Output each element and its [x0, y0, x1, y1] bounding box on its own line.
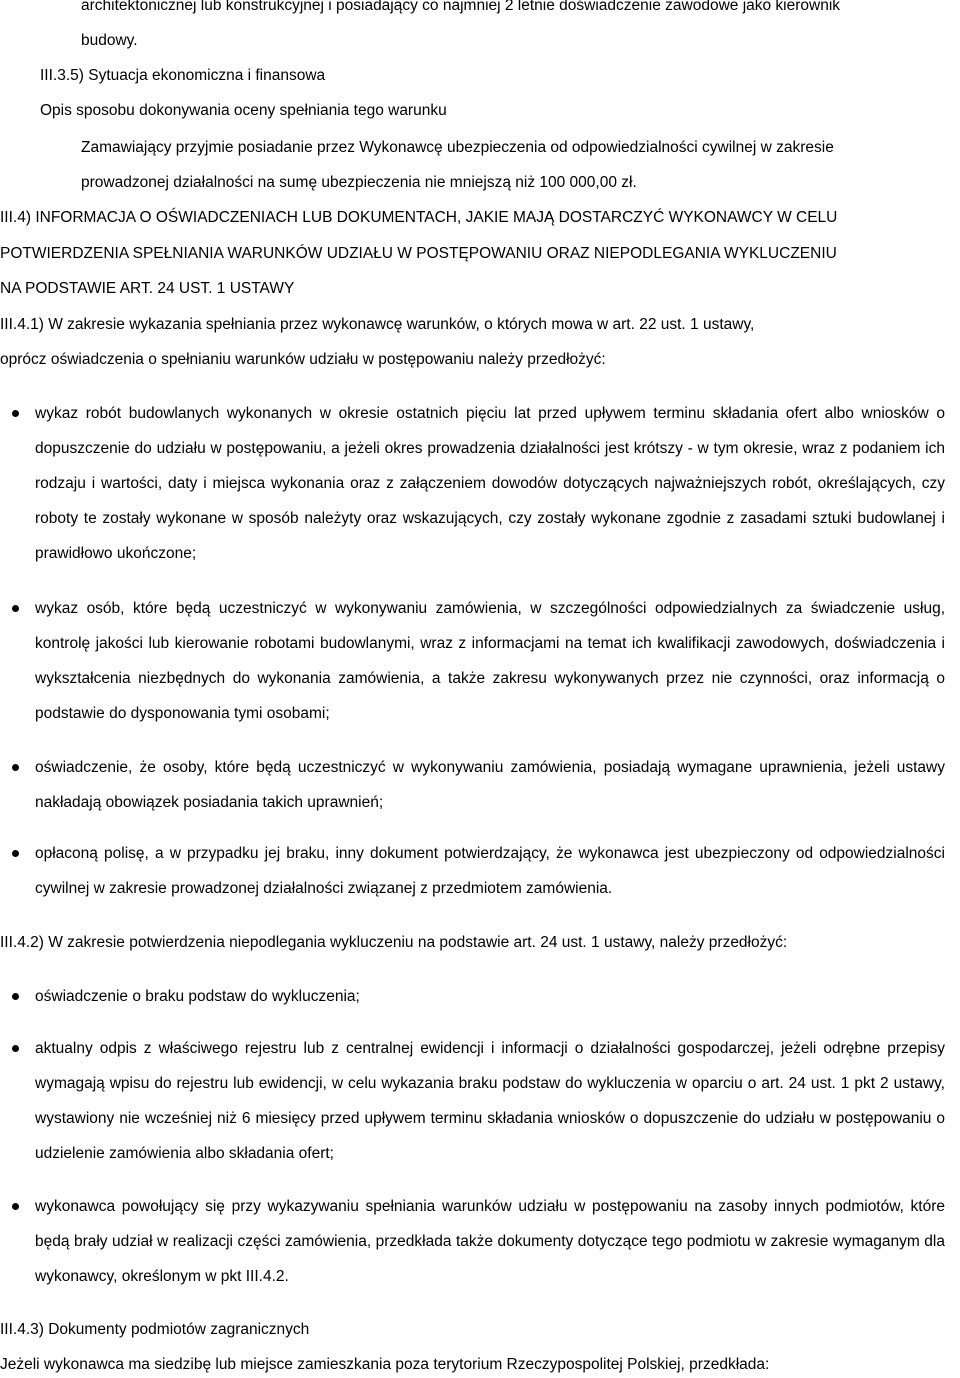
text-line: prowadzonej działalności na sumę ubezpieczenia nie mniejszą niż 100 000,00 zł.: [81, 174, 637, 191]
bullet-icon: [12, 764, 19, 771]
list-item: wykonawca powołujący się przy wykazywaniu spełniania warunków udziału w postępowaniu na zasoby innych podmiotów, które będą brały udział w realizacji części zamówienia, przedkłada także dokumenty dotyczące tego podmiotu w zakresie wymaganym dla wykonawcy, określonym w pkt III.4.2.: [35, 1198, 945, 1285]
section-heading: III.4) INFORMACJA O OŚWIADCZENIACH LUB DOKUMENTACH, JAKIE MAJĄ DOSTARCZYĆ WYKONAWCY W CELU: [0, 209, 838, 226]
bullet-icon: [12, 410, 19, 417]
bullet-icon: [12, 1203, 19, 1210]
subsection-heading: III.4.2) W zakresie potwierdzenia niepodlegania wykluczeniu na podstawie art. 24 ust. 1 ustawy, należy przedłożyć:: [0, 934, 788, 951]
section-heading: POTWIERDZENIA SPEŁNIANIA WARUNKÓW UDZIAŁU W POSTĘPOWANIU ORAZ NIEPODLEGANIA WYKLUCZENIU: [0, 245, 837, 262]
subsection-heading: III.4.3) Dokumenty podmiotów zagranicznych: [0, 1321, 310, 1338]
subsection-heading: Opis sposobu dokonywania oceny spełniania tego warunku: [40, 102, 447, 119]
list-item: oświadczenie o braku podstaw do wykluczenia;: [35, 988, 360, 1005]
bullet-icon: [12, 850, 19, 857]
section-heading: NA PODSTAWIE ART. 24 UST. 1 USTAWY: [0, 280, 295, 297]
list-item: aktualny odpis z właściwego rejestru lub z centralnej ewidencji i informacji o działalności gospodarczej, jeżeli odrębne przepisy wymagają wpisu do rejestru lub ewidencji, w celu wykazania braku podstaw do wykluczenia w oparciu o art. 24 ust. 1 pkt 2 ustawy, wystawiony nie wcześniej niż 6 miesięcy przed upływem terminu składania wniosków o dopuszczenie do udziału w postępowaniu o udzielenie zamówienia albo składania ofert;: [35, 1040, 945, 1162]
bullet-icon: [12, 1045, 19, 1052]
subsection-heading: oprócz oświadczenia o spełnianiu warunków udziału w postępowaniu należy przedłożyć:: [0, 351, 606, 368]
subsection-heading: III.4.1) W zakresie wykazania spełniania przez wykonawcę warunków, o których mowa w art. 22 ust. 1 ustawy,: [0, 316, 755, 333]
bullet-icon: [12, 605, 19, 612]
bullet-icon: [12, 993, 19, 1000]
list-item: wykaz osób, które będą uczestniczyć w wykonywaniu zamówienia, w szczególności odpowiedzialnych za świadczenie usług, kontrolę jakości lub kierowanie robotami budowlanymi, wraz z informacjami na temat ich kwalifikacji zawodowych, doświadczenia i wykształcenia niezbędnych do wykonania zamówienia, a także zakresu wykonywanych przez nie czynności, oraz informacją o podstawie do dysponowania tymi osobami;: [35, 600, 945, 722]
text-line: architektonicznej lub konstrukcyjnej i posiadający co najmniej 2 letnie doświadczenie zawodowe jako kierownik: [81, 0, 841, 14]
text-line: budowy.: [81, 32, 138, 49]
list-item: oświadczenie, że osoby, które będą uczestniczyć w wykonywaniu zamówienia, posiadają wymagane uprawnienia, jeżeli ustawy nakładają obowiązek posiadania takich uprawnień;: [35, 759, 945, 811]
text-line: Zamawiający przyjmie posiadanie przez Wykonawcę ubezpieczenia od odpowiedzialności cywilnej w zakresie: [81, 139, 834, 156]
section-heading: III.3.5) Sytuacja ekonomiczna i finansowa: [40, 67, 326, 84]
subsection-heading: Jeżeli wykonawca ma siedzibę lub miejsce zamieszkania poza terytorium Rzeczypospolitej Polskiej, przedkłada:: [0, 1356, 770, 1373]
list-item: opłaconą polisę, a w przypadku jej braku, inny dokument potwierdzający, że wykonawca jest ubezpieczony od odpowiedzialności cywilnej w zakresie prowadzonej działalności związanej z przedmiotem zamówienia.: [35, 845, 945, 897]
list-item: wykaz robót budowlanych wykonanych w okresie ostatnich pięciu lat przed upływem terminu składania ofert albo wniosków o dopuszczenie do udziału w postępowaniu, a jeżeli okres prowadzenia działalności jest krótszy - w tym okresie, wraz z podaniem ich rodzaju i wartości, daty i miejsca wykonania oraz z załączeniem dowodów dotyczących najważniejszych robót, określających, czy roboty te zostały wykonane w sposób należyty oraz wskazujących, czy zostały wykonane zgodnie z zasadami sztuki budowlanej i prawidłowo ukończone;: [35, 405, 945, 562]
